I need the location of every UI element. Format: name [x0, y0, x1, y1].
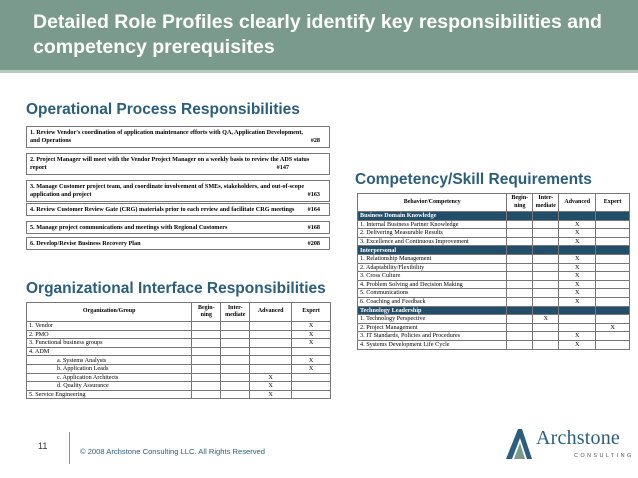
- org-mark-cell: [192, 330, 221, 339]
- comp-mark-cell: [507, 297, 533, 306]
- comp-header-intermediate: Inter-mediate: [533, 194, 559, 212]
- org-mark-cell: X: [250, 382, 292, 391]
- org-mark-cell: [221, 322, 250, 331]
- org-mark-cell: [250, 347, 292, 356]
- proc-item-num: #28: [310, 137, 320, 144]
- proc-item-1: [26, 126, 330, 148]
- comp-mark-cell: [596, 280, 630, 289]
- comp-row-label: 6. Coaching and Feedback: [358, 297, 507, 306]
- comp-category-cell: [559, 212, 596, 221]
- comp-mark-cell: [507, 323, 533, 332]
- comp-category-cell: [559, 306, 596, 315]
- comp-row: [358, 229, 630, 238]
- comp-header-expert: Expert: [596, 194, 630, 212]
- footer-divider: [69, 432, 70, 464]
- comp-row: [358, 340, 630, 349]
- comp-mark-cell: [507, 229, 533, 238]
- org-mark-cell: [192, 382, 221, 391]
- org-mark-cell: [221, 390, 250, 399]
- competency-table-body: [358, 212, 630, 350]
- org-row-label: 3. Functional business groups: [27, 339, 192, 348]
- org-mark-cell: [192, 339, 221, 348]
- org-mark-cell: [221, 339, 250, 348]
- comp-mark-cell: X: [559, 297, 596, 306]
- comp-mark-cell: [596, 229, 630, 238]
- org-mark-cell: X: [292, 330, 331, 339]
- title-band: [0, 0, 638, 70]
- comp-mark-cell: [507, 272, 533, 281]
- archstone-logo: [500, 425, 632, 465]
- org-mark-cell: [221, 382, 250, 391]
- comp-category-row: [358, 246, 630, 255]
- org-header-expert: Expert: [292, 303, 331, 322]
- comp-category-cell: [533, 246, 559, 255]
- org-row-label: 4. ADM: [27, 347, 192, 356]
- comp-mark-cell: [596, 332, 630, 341]
- comp-mark-cell: X: [559, 254, 596, 263]
- proc-item-2: [26, 153, 330, 175]
- comp-row: [358, 237, 630, 246]
- org-mark-cell: [250, 364, 292, 373]
- org-mark-cell: [192, 356, 221, 365]
- comp-mark-cell: X: [559, 332, 596, 341]
- org-mark-cell: X: [250, 390, 292, 399]
- comp-mark-cell: [507, 332, 533, 341]
- proc-item-num: #163: [307, 191, 320, 198]
- proc-item-text: 2. Project Manager will meet with the Vendor Project Manager on a weekly basis to review the ADS status report: [30, 156, 310, 171]
- org-row-label: c. Application Architects: [27, 373, 192, 382]
- proc-item-6: [26, 237, 330, 250]
- proc-item-text: 6. Develop/Revise Business Recovery Plan: [30, 240, 141, 247]
- org-mark-cell: [192, 390, 221, 399]
- org-mark-cell: X: [292, 356, 331, 365]
- comp-mark-cell: X: [559, 272, 596, 281]
- org-mark-cell: [221, 356, 250, 365]
- proc-item-text: 3. Manage Customer project team, and coordinate involvement of SMEs, stakeholders, and out-of-scope application and project: [30, 183, 305, 198]
- proc-item-num: #147: [276, 164, 289, 171]
- org-mark-cell: [292, 347, 331, 356]
- org-mark-cell: [250, 330, 292, 339]
- comp-mark-cell: [559, 323, 596, 332]
- comp-mark-cell: [596, 263, 630, 272]
- competency-table: [357, 193, 630, 350]
- comp-row: [358, 289, 630, 298]
- comp-row-label: 2. Delivering Measurable Results: [358, 229, 507, 238]
- comp-mark-cell: X: [533, 315, 559, 324]
- comp-mark-cell: [596, 340, 630, 349]
- comp-mark-cell: [596, 237, 630, 246]
- archstone-arch-icon: [502, 425, 536, 461]
- comp-row-label: 3. Cross Culture: [358, 272, 507, 281]
- comp-mark-cell: [507, 263, 533, 272]
- org-row: [27, 364, 331, 373]
- logo-sub: CONSULTING: [574, 453, 634, 459]
- comp-mark-cell: [533, 263, 559, 272]
- comp-mark-cell: [507, 340, 533, 349]
- copyright-text: © 2008 Archstone Consulting LLC. All Rights Reserved: [80, 447, 265, 456]
- proc-item-text: 4. Review Customer Review Gate (CRG) materials prior to each review and facilitate CRG meetings: [30, 206, 295, 213]
- org-row: [27, 373, 331, 382]
- comp-mark-cell: X: [559, 340, 596, 349]
- comp-mark-cell: [533, 254, 559, 263]
- org-mark-cell: [292, 373, 331, 382]
- comp-row-label: 2. Adaptability/Flexibility: [358, 263, 507, 272]
- comp-category-cell: [533, 306, 559, 315]
- proc-item-text: 1. Review Vendor's coordination of application maintenance efforts with QA, Application Development, and Operations: [30, 129, 303, 144]
- comp-mark-cell: [533, 229, 559, 238]
- org-row: [27, 339, 331, 348]
- competency-heading: Competency/Skill Requirements: [355, 171, 592, 188]
- org-header-beginning: Begin-ning: [192, 303, 221, 322]
- comp-category-row: [358, 212, 630, 221]
- comp-row-label: 3. IT Standards, Policies and Procedures: [358, 332, 507, 341]
- org-mark-cell: X: [292, 339, 331, 348]
- org-row-label: 1. Vendor: [27, 322, 192, 331]
- org-row: [27, 390, 331, 399]
- comp-mark-cell: [533, 272, 559, 281]
- org-mark-cell: [192, 373, 221, 382]
- org-row: [27, 330, 331, 339]
- org-mark-cell: [192, 364, 221, 373]
- organizational-heading: Organizational Interface Responsibilities: [26, 280, 326, 297]
- org-mark-cell: [250, 339, 292, 348]
- comp-mark-cell: [507, 254, 533, 263]
- comp-row-label: 4. Systems Development Life Cycle: [358, 340, 507, 349]
- org-row: [27, 356, 331, 365]
- comp-row: [358, 332, 630, 341]
- org-mark-cell: X: [250, 373, 292, 382]
- comp-mark-cell: [507, 315, 533, 324]
- comp-mark-cell: X: [559, 237, 596, 246]
- proc-item-4: [26, 203, 330, 216]
- proc-item-5: [26, 221, 330, 234]
- org-row-label: b. Application Leads: [27, 364, 192, 373]
- comp-mark-cell: [559, 315, 596, 324]
- comp-row: [358, 254, 630, 263]
- comp-mark-cell: [533, 220, 559, 229]
- org-row: [27, 382, 331, 391]
- org-row: [27, 347, 331, 356]
- comp-row-label: 2. Project Management: [358, 323, 507, 332]
- org-header-group: Organization/Group: [27, 303, 192, 322]
- title-underline: [0, 70, 638, 73]
- comp-row: [358, 263, 630, 272]
- comp-mark-cell: [507, 289, 533, 298]
- comp-mark-cell: [533, 332, 559, 341]
- comp-category-cell: [507, 306, 533, 315]
- comp-mark-cell: [533, 280, 559, 289]
- org-mark-cell: [221, 347, 250, 356]
- comp-category-label: Interpersonal: [358, 246, 507, 255]
- comp-category-cell: [596, 306, 630, 315]
- page-number: 11: [38, 441, 48, 451]
- org-mark-cell: [192, 322, 221, 331]
- comp-row: [358, 323, 630, 332]
- org-mark-cell: [250, 322, 292, 331]
- proc-item-3: [26, 180, 330, 202]
- org-mark-cell: [192, 347, 221, 356]
- proc-item-text: 5. Manage project communications and meetings with Regional Customers: [30, 224, 228, 231]
- org-mark-cell: X: [292, 322, 331, 331]
- comp-category-cell: [596, 246, 630, 255]
- comp-mark-cell: [596, 220, 630, 229]
- comp-row-label: 4. Problem Solving and Decision Making: [358, 280, 507, 289]
- org-row-label: a. Systems Analysts: [27, 356, 192, 365]
- comp-mark-cell: [596, 272, 630, 281]
- org-mark-cell: [221, 364, 250, 373]
- comp-row: [358, 280, 630, 289]
- org-row-label: d. Quality Assurance: [27, 382, 192, 391]
- comp-row-label: 1. Relationship Management: [358, 254, 507, 263]
- page-title: Detailed Role Profiles clearly identify key responsibilities and competency prerequisites: [33, 11, 602, 58]
- comp-mark-cell: X: [559, 280, 596, 289]
- comp-mark-cell: X: [559, 220, 596, 229]
- comp-row: [358, 220, 630, 229]
- org-table: [26, 302, 331, 399]
- org-row-label: 2. PMO: [27, 330, 192, 339]
- org-mark-cell: [221, 330, 250, 339]
- comp-category-row: [358, 306, 630, 315]
- proc-item-num: #168: [307, 224, 320, 231]
- comp-category-label: Business Domain Knowledge: [358, 212, 507, 221]
- comp-category-label: Technology Leadership: [358, 306, 507, 315]
- comp-row-label: 5. Communications: [358, 289, 507, 298]
- comp-mark-cell: [533, 340, 559, 349]
- comp-mark-cell: [507, 220, 533, 229]
- comp-header-behavior: Behavior/Competency: [358, 194, 507, 212]
- operational-heading: Operational Process Responsibilities: [26, 101, 300, 118]
- comp-mark-cell: [596, 315, 630, 324]
- org-header-intermediate: Inter-mediate: [221, 303, 250, 322]
- org-mark-cell: [292, 382, 331, 391]
- org-row: [27, 322, 331, 331]
- org-row-label: 5. Service Engineering: [27, 390, 192, 399]
- comp-mark-cell: [533, 289, 559, 298]
- proc-item-num: #164: [307, 206, 320, 213]
- comp-category-cell: [507, 212, 533, 221]
- comp-mark-cell: [533, 323, 559, 332]
- comp-header-beginning: Begin-ning: [507, 194, 533, 212]
- comp-category-cell: [507, 246, 533, 255]
- org-mark-cell: [221, 373, 250, 382]
- comp-category-cell: [533, 212, 559, 221]
- proc-item-num: #208: [307, 240, 320, 247]
- comp-mark-cell: [596, 297, 630, 306]
- comp-row-label: 1. Technology Perspective: [358, 315, 507, 324]
- comp-category-cell: [559, 246, 596, 255]
- comp-mark-cell: [596, 254, 630, 263]
- comp-row: [358, 315, 630, 324]
- comp-category-cell: [596, 212, 630, 221]
- comp-mark-cell: [533, 237, 559, 246]
- comp-mark-cell: [507, 280, 533, 289]
- comp-mark-cell: X: [559, 229, 596, 238]
- comp-mark-cell: [533, 297, 559, 306]
- comp-row-label: 1. Internal Business Partner Knowledge: [358, 220, 507, 229]
- org-mark-cell: [292, 390, 331, 399]
- comp-row: [358, 272, 630, 281]
- comp-mark-cell: [507, 237, 533, 246]
- comp-row: [358, 297, 630, 306]
- org-table-body: [27, 322, 331, 399]
- comp-row-label: 3. Excellence and Continuous Improvement: [358, 237, 507, 246]
- comp-mark-cell: X: [596, 323, 630, 332]
- comp-mark-cell: X: [559, 289, 596, 298]
- comp-header-advanced: Advanced: [559, 194, 596, 212]
- comp-mark-cell: [596, 289, 630, 298]
- org-header-advanced: Advanced: [250, 303, 292, 322]
- logo-word: Archstone: [536, 427, 620, 449]
- comp-mark-cell: X: [559, 263, 596, 272]
- org-mark-cell: [250, 356, 292, 365]
- org-mark-cell: X: [292, 364, 331, 373]
